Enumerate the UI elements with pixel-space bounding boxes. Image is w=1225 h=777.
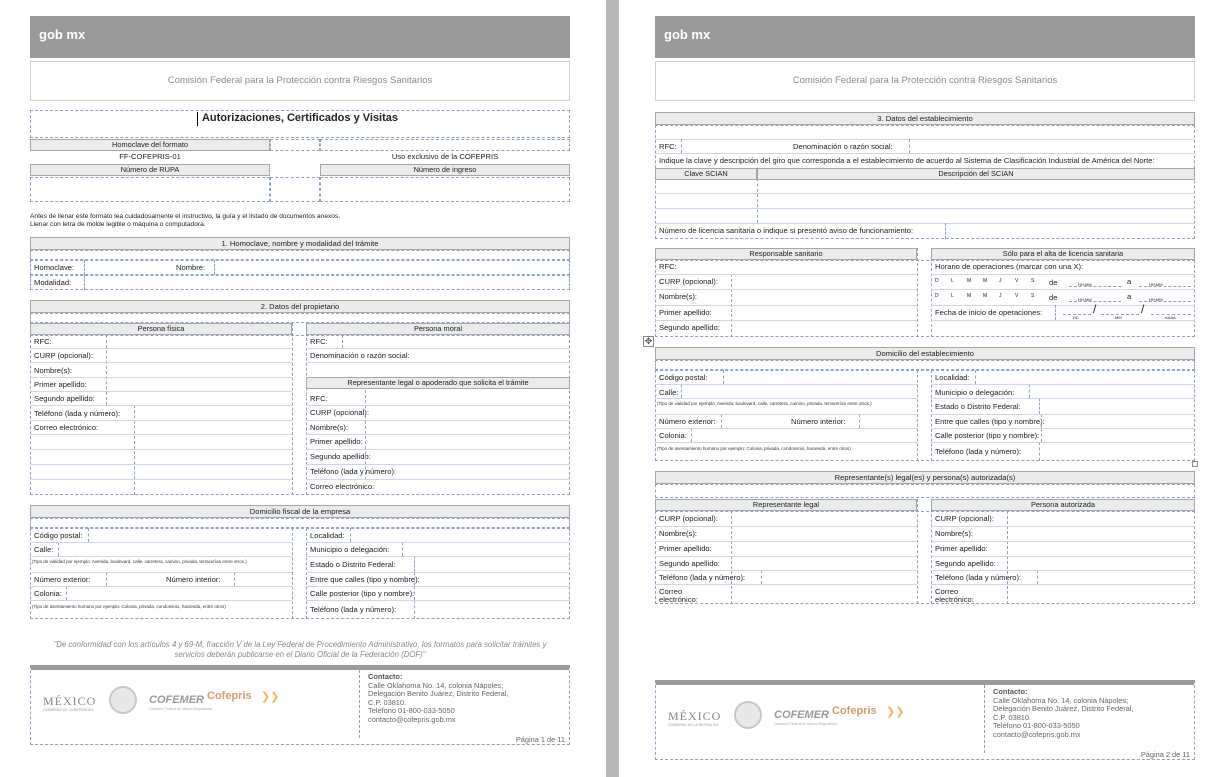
row-line <box>655 570 917 571</box>
arrow-icon: ❯❯ <box>886 706 905 718</box>
row-line <box>655 320 917 321</box>
row-line <box>30 377 292 378</box>
row-line <box>306 405 570 406</box>
spacer-row <box>30 518 570 528</box>
fisica-curp-label: CURP (opcional): <box>34 351 93 360</box>
fisica-correo-label: Correo electrónico: <box>34 423 99 432</box>
row-line <box>655 428 917 429</box>
cofemer-logo-sub: Comisión Federal de Mejora Regulatoria <box>774 722 837 726</box>
day-row-1[interactable] <box>931 278 1195 288</box>
municipio-label: Municipio o delegación: <box>310 545 390 554</box>
calle-posterior-label: Calle posterior (tipo y nombre): <box>310 589 415 598</box>
row-line <box>306 586 570 587</box>
row-line <box>655 193 1195 194</box>
row-line <box>931 398 1195 399</box>
section-1-header: 1. Homoclave, nombre y modalidad del trámite <box>30 237 570 250</box>
cell-divider <box>721 414 722 428</box>
row-line <box>30 556 292 557</box>
cell-divider <box>292 323 293 495</box>
row-line <box>306 464 570 465</box>
gob-mx-logo: gob mx <box>30 16 570 58</box>
year-hint: AAAA <box>1165 315 1176 320</box>
spacer-row <box>30 250 570 260</box>
row-line <box>306 479 570 480</box>
row-line <box>655 442 917 443</box>
row-line <box>655 153 1195 154</box>
row-line <box>655 274 917 275</box>
licencia-label: Número de licencia sanitaria o indique si presentó aviso de funcionamiento: <box>659 226 914 235</box>
row-line <box>655 526 917 527</box>
modalidad-field-label: Modalidad: <box>34 278 72 287</box>
pa-nombre-label: Nombre(s): <box>935 529 973 538</box>
row-line <box>931 320 1195 321</box>
representante-header: Representante legal o apoderado que solicita el trámite <box>306 377 570 389</box>
cell-divider <box>917 370 918 461</box>
row-line <box>931 570 1195 571</box>
row-line <box>30 449 292 450</box>
row-line <box>30 464 292 465</box>
page-number: Página 1 de 11 <box>515 735 565 744</box>
est-num-ext-label: Número exterior: <box>659 417 716 426</box>
localidad-label: Localidad: <box>310 531 345 540</box>
cell-divider <box>731 511 732 604</box>
cell-divider <box>234 572 235 586</box>
contact-line: Delegación Benito Juárez, Distrito Federal, <box>993 704 1134 714</box>
est-rfc-label: RFC: <box>659 142 677 151</box>
day-mon[interactable]: L <box>951 278 954 284</box>
instructions-line-1: Antes de llenar este formato lea cuidadosamente el instructivo, la guía y el listado de documentos anexos. <box>30 213 341 220</box>
est-entre-calles-label: Entre que calles (tipo y nombre): <box>935 417 1045 426</box>
resp-nombre-label: Nombre(s): <box>659 292 697 301</box>
contact-block <box>359 670 569 738</box>
est-colonia-label: Colonia: <box>659 431 687 440</box>
homoclave-value: FF-COFEPRIS-01 <box>119 152 181 161</box>
est-cp-label: Código postal: <box>659 373 708 382</box>
row-line <box>931 289 1195 290</box>
row-line <box>655 289 917 290</box>
cell-divider <box>757 168 758 223</box>
est-calle-label: Calle: <box>659 388 679 397</box>
homoclave-field-label: Homoclave: <box>34 263 75 272</box>
row-line <box>655 223 1195 224</box>
persona-fisica-header: Persona física <box>30 323 292 335</box>
fisica-nombre-label: Nombre(s): <box>34 366 72 375</box>
cell-divider <box>1029 384 1030 398</box>
clave-scian-header: Clave SCIAN <box>655 168 757 180</box>
cell-divider <box>350 528 351 542</box>
resp-segundo-apellido-label: Segundo apellido: <box>659 323 720 332</box>
cofemer-logo-sub: Comisión Federal de Mejora Regulatoria <box>149 707 212 711</box>
day-row-2[interactable] <box>931 293 1195 303</box>
representantes-grid[interactable] <box>655 511 1195 604</box>
rupa-label: Número de RUPA <box>30 164 270 176</box>
cell-divider <box>681 139 682 153</box>
rep-curp-label: CURP (opcional): <box>310 408 369 417</box>
cell-divider <box>214 260 215 275</box>
row-line <box>30 600 292 601</box>
est-municipio-label: Municipio o delegación: <box>935 388 1015 397</box>
rep-correo-label: Correo electrónico: <box>310 482 375 491</box>
arrow-icon: ❯❯ <box>261 691 280 703</box>
contact-email: contacto@cofepris.gob.mx <box>993 729 1081 739</box>
alta-header: Sólo para el alta de licencia sanitaria <box>931 248 1195 260</box>
contact-block <box>984 685 1194 753</box>
table-resize-handle[interactable] <box>1192 461 1198 467</box>
est-localidad-label: Localidad: <box>935 373 970 382</box>
homoclave-row[interactable] <box>30 260 570 275</box>
colonia-label: Colonia: <box>34 589 62 598</box>
estado-label: Estado o Distrito Federal: <box>310 560 396 569</box>
num-int-label: Número interior: <box>166 575 221 584</box>
day-wed[interactable]: M <box>983 293 988 299</box>
calle-note: (Tipo de vialidad por ejemplo: Avenida, boulevard, calle, carretera, camino, privada, terracerían entre otros.) <box>32 559 247 564</box>
day-wed[interactable]: M <box>983 278 988 284</box>
rl-nombre-label: Nombre(s): <box>659 529 697 538</box>
rep-telefono-label: Teléfono (lada y número): <box>310 467 397 476</box>
pa-primer-apellido-label: Primer apellido: <box>935 544 988 553</box>
document-page-1 <box>20 0 580 777</box>
time-to-hint: HH:MM <box>1149 297 1163 302</box>
horario-label: Horario de operaciones (marcar con una X): <box>935 262 1084 271</box>
row-line <box>30 362 292 363</box>
representante-legal-header: Representante legal <box>655 499 917 511</box>
institution-banner: Comisión Federal para la Protección contra Riesgos Sanitarios <box>655 61 1195 101</box>
row-line <box>306 434 570 435</box>
page-number: Página 2 de 11 <box>1140 750 1190 759</box>
row-line <box>931 526 1195 527</box>
page-gap <box>606 0 619 777</box>
cell-divider <box>1041 414 1042 428</box>
persona-autorizada-header: Persona autorizada <box>931 499 1195 511</box>
cell-divider <box>681 384 682 398</box>
document-page-2 <box>645 0 1205 777</box>
seal-icon <box>734 701 762 729</box>
row-line <box>655 305 917 306</box>
ingreso-field[interactable] <box>320 177 570 202</box>
contact-title: Contacto: <box>993 687 1028 696</box>
cell-divider <box>931 499 932 604</box>
row-line <box>655 384 917 385</box>
form-title: Autorizaciones, Certificados y Visitas <box>201 112 399 124</box>
gob-mx-logo: gob mx <box>655 16 1195 58</box>
row-line <box>30 420 292 421</box>
table-move-handle-icon[interactable]: ✥ <box>644 336 653 346</box>
cp-label: Código postal: <box>34 531 83 540</box>
row-line <box>931 384 1195 385</box>
ingreso-label: Número de ingreso <box>320 164 570 176</box>
contact-email: contacto@cofepris.gob.mx <box>368 714 456 724</box>
cofepris-logo: Cofepris <box>832 705 877 717</box>
pa-curp-label: CURP (opcional): <box>935 514 994 523</box>
day-fri[interactable]: V <box>1015 293 1019 299</box>
time-from-field[interactable] <box>1069 286 1121 287</box>
cell-divider <box>1039 442 1040 461</box>
cofemer-logo: COFEMER <box>149 694 204 706</box>
cell-divider <box>134 405 135 495</box>
cell-divider <box>1039 398 1040 414</box>
a-label: a <box>1127 277 1132 286</box>
day-fri[interactable]: V <box>1015 278 1019 284</box>
row-line <box>30 391 292 392</box>
day-tue[interactable]: M <box>967 278 972 284</box>
day-thu[interactable]: J <box>999 278 1002 284</box>
fisica-segundo-apellido-label: Segundo apellido: <box>34 394 95 403</box>
establecimiento-grid[interactable] <box>655 125 1195 239</box>
cell-divider <box>88 528 89 542</box>
est-calle-posterior-label: Calle posterior (tipo y nombre): <box>935 431 1040 440</box>
month-hint: MM <box>1115 315 1122 320</box>
time-from-hint: HH:MM <box>1078 297 1092 302</box>
cell-divider <box>945 223 946 239</box>
calle-label: Calle: <box>34 545 54 554</box>
row-line <box>931 442 1195 443</box>
row-line <box>30 542 292 543</box>
rep-primer-apellido-label: Primer apellido: <box>310 437 363 446</box>
seal-icon <box>109 686 137 714</box>
cell-divider <box>106 335 107 405</box>
day-sat[interactable]: S <box>1031 278 1035 284</box>
cofepris-logo: Cofepris <box>207 690 252 702</box>
day-thu[interactable]: J <box>999 293 1002 299</box>
cell-divider <box>917 248 918 337</box>
row-line <box>306 572 570 573</box>
cell-divider <box>1041 428 1042 442</box>
day-mon[interactable]: L <box>951 293 954 299</box>
pa-correo-label: Correo electrónico: <box>935 587 974 604</box>
resp-primer-apellido-label: Primer apellido: <box>659 308 712 317</box>
row-line <box>306 420 570 421</box>
contact-line: Calle Oklahoma No. 14, colonia Nápoles; <box>368 680 504 690</box>
est-colonia-note: (Tipo de asentamiento humano por ejemplo: Colonia, privada, condominio, hacienda, entre otros) <box>657 446 851 451</box>
row-line <box>931 428 1195 429</box>
spacer-row <box>655 360 1195 370</box>
cell-divider <box>292 528 293 619</box>
cell-divider <box>414 556 415 572</box>
domicilio-fiscal-header: Domicilio fiscal de la empresa <box>30 505 570 518</box>
row-line <box>931 556 1195 557</box>
rl-segundo-apellido-label: Segundo apellido: <box>659 559 720 568</box>
day-hint: DD <box>1073 315 1079 320</box>
blank-cell[interactable] <box>270 177 320 202</box>
blank-cell[interactable] <box>320 139 570 151</box>
cell-divider <box>414 586 415 600</box>
row-line <box>931 274 1195 275</box>
resp-curp-label: CURP (opcional): <box>659 277 718 286</box>
section-2-header: 2. Datos del propietario <box>30 300 570 313</box>
num-ext-label: Número exterior: <box>34 575 91 584</box>
est-denominacion-label: Denominación o razón social: <box>793 142 893 151</box>
pa-segundo-apellido-label: Segundo apellido: <box>935 559 996 568</box>
time-from-hint: HH:MM <box>1078 282 1092 287</box>
responsable-header: Responsable sanitario <box>655 248 917 260</box>
page-footer <box>30 665 570 745</box>
homoclave-label: Homoclave del formato <box>30 139 270 151</box>
rl-curp-label: CURP (opcional): <box>659 514 718 523</box>
mexico-logo-sub: GOBIERNO DE LA REPÚBLICA <box>43 708 94 712</box>
page-footer <box>655 680 1195 760</box>
contact-line: Teléfono 01-800-033-5050 <box>368 706 455 716</box>
row-line <box>655 139 1195 140</box>
row-line <box>30 572 292 573</box>
row-line <box>655 414 917 415</box>
est-num-int-label: Número interior: <box>791 417 846 426</box>
institution-banner: Comisión Federal para la Protección contra Riesgos Sanitarios <box>30 61 570 101</box>
a-label: a <box>1127 292 1132 301</box>
row-line <box>306 449 570 450</box>
cell-divider <box>402 542 403 556</box>
cell-divider <box>909 139 910 153</box>
cell-divider <box>365 390 366 480</box>
row-line <box>306 348 570 349</box>
cell-divider <box>106 572 107 586</box>
rep-segundo-apellido-label: Segundo apellido: <box>310 452 371 461</box>
fisica-primer-apellido-label: Primer apellido: <box>34 380 87 389</box>
cell-divider <box>1007 511 1008 604</box>
domicilio-establecimiento-header: Domicilio del establecimiento <box>655 347 1195 360</box>
cell-divider <box>917 499 918 604</box>
cell-divider <box>691 428 692 442</box>
de-label: de <box>1049 293 1058 302</box>
rl-telefono-label: Teléfono (lada y número): <box>659 573 746 582</box>
moral-denominacion-label: Denominación o razón social: <box>310 351 410 360</box>
day-sun[interactable]: D <box>935 278 939 284</box>
row-line <box>306 600 570 601</box>
spacer-row <box>655 484 1195 498</box>
moral-rfc-label: RFC: <box>310 337 328 346</box>
colonia-note: (Tipo de asentamiento humano por ejemplo: Colonia, privada, condominio, hacienda, entre otros) <box>32 604 226 609</box>
section-3-header: 3. Datos del establecimiento <box>655 112 1195 125</box>
row-line <box>30 405 292 406</box>
cell-divider <box>84 260 85 275</box>
instructions-line-2: Llenar con letra de molde legible o máquina o computadora. <box>30 221 206 228</box>
contact-line: C.P. 03810. <box>993 712 1032 722</box>
nombre-field-label: Nombre: <box>176 263 206 272</box>
day-tue[interactable]: M <box>967 293 972 299</box>
row-line <box>655 556 917 557</box>
de-label: de <box>1049 278 1058 287</box>
mexico-logo: MÉXICO <box>668 709 722 723</box>
row-line <box>306 556 570 557</box>
cell-divider <box>84 275 85 290</box>
cell-divider <box>723 370 724 384</box>
date-slash: / <box>1141 302 1145 316</box>
persona-moral-header: Persona moral <box>306 323 570 335</box>
time-to-field[interactable] <box>1139 301 1191 302</box>
day-sat[interactable]: S <box>1031 293 1035 299</box>
pa-telefono-label: Teléfono (lada y número): <box>935 573 1022 582</box>
rep-nombre-label: Nombre(s): <box>310 423 348 432</box>
row-line <box>30 348 292 349</box>
row-line <box>931 305 1195 306</box>
uso-exclusivo-label: Uso exclusivo de la COFEPRIS <box>391 152 499 161</box>
resp-rfc-label: RFC: <box>659 262 677 271</box>
est-estado-label: Estado o Distrito Federal: <box>935 402 1021 411</box>
contact-title: Contacto: <box>368 672 403 681</box>
row-line <box>30 586 292 587</box>
cell-divider <box>1037 570 1038 584</box>
rl-correo-label: Correo electrónico: <box>659 587 698 604</box>
row-line <box>30 434 292 435</box>
row-line <box>655 541 917 542</box>
rupa-field[interactable] <box>30 177 270 202</box>
cofemer-logo: COFEMER <box>774 709 829 721</box>
fecha-inicio-label: Fecha de inicio de operaciones: <box>935 308 1043 317</box>
row-line <box>306 362 570 363</box>
cell-divider <box>58 542 59 556</box>
cell-divider <box>859 414 860 428</box>
cell-divider <box>761 570 762 584</box>
scian-instructions: Indique la clave y descripción del giro que corresponda a el establecimiento de acuerdo al Sistema de Clasificación Industrial de América del Norte: <box>659 156 1155 165</box>
est-telefono-label: Teléfono (lada y número): <box>935 447 1022 456</box>
descripcion-scian-header: Descripción del SCIAN <box>757 168 1195 180</box>
entre-calles-label: Entre que calles (tipo y nombre): <box>310 575 420 584</box>
contact-line: Delegación Benito Juárez, Distrito Federal, <box>368 689 509 699</box>
spacer-row <box>30 313 570 323</box>
row-line <box>306 542 570 543</box>
contact-line: Teléfono 01-800-033-5050 <box>993 721 1080 731</box>
row-line <box>655 208 1195 209</box>
row-line <box>655 584 917 585</box>
modalidad-row[interactable] <box>30 275 570 290</box>
mexico-logo: MÉXICO <box>43 694 97 708</box>
blank-cell[interactable] <box>270 139 320 151</box>
time-to-field[interactable] <box>1139 286 1191 287</box>
mexico-logo-sub: GOBIERNO DE LA REPÚBLICA <box>668 723 719 727</box>
date-slash: / <box>1093 302 1097 316</box>
row-line <box>655 398 917 399</box>
time-to-hint: HH:MM <box>1149 282 1163 287</box>
fisica-rfc-label: RFC: <box>34 337 52 346</box>
row-line <box>931 541 1195 542</box>
cell-divider <box>66 586 67 600</box>
cell-divider <box>1055 305 1056 320</box>
day-sun[interactable]: D <box>935 293 939 299</box>
text-cursor <box>197 112 198 126</box>
fisica-telefono-label: Teléfono (lada y número): <box>34 409 121 418</box>
cell-divider <box>342 335 343 348</box>
cell-divider <box>414 572 415 586</box>
rep-rfc-label: RFC: <box>310 394 328 403</box>
contact-line: C.P. 03810. <box>368 697 407 707</box>
row-line <box>931 414 1195 415</box>
cell-divider <box>975 370 976 384</box>
telefono-label: Teléfono (lada y número): <box>310 605 397 614</box>
cell-divider <box>414 600 415 619</box>
row-line <box>931 584 1195 585</box>
est-calle-note: (Tipo de vialidad por ejemplo: Avenida, boulevard, calle, carretera, camino, privada, terracerían entre otros.) <box>657 401 872 406</box>
contact-line: Calle Oklahoma No. 14, colonia Nápoles; <box>993 695 1129 705</box>
row-line <box>30 479 292 480</box>
legal-quote: "De conformidad con los artículos 4 y 69-M, fracción V de la Ley Federal de Procedimiento Administrativo, los formatos para solicitar trámites y servicios deberán publicarse en el Diario Oficial de la Federación (DOF)" <box>53 640 547 659</box>
rl-primer-apellido-label: Primer apellido: <box>659 544 712 553</box>
representantes-header: Representante(s) legal(es) y persona(s) autorizada(s) <box>655 471 1195 484</box>
